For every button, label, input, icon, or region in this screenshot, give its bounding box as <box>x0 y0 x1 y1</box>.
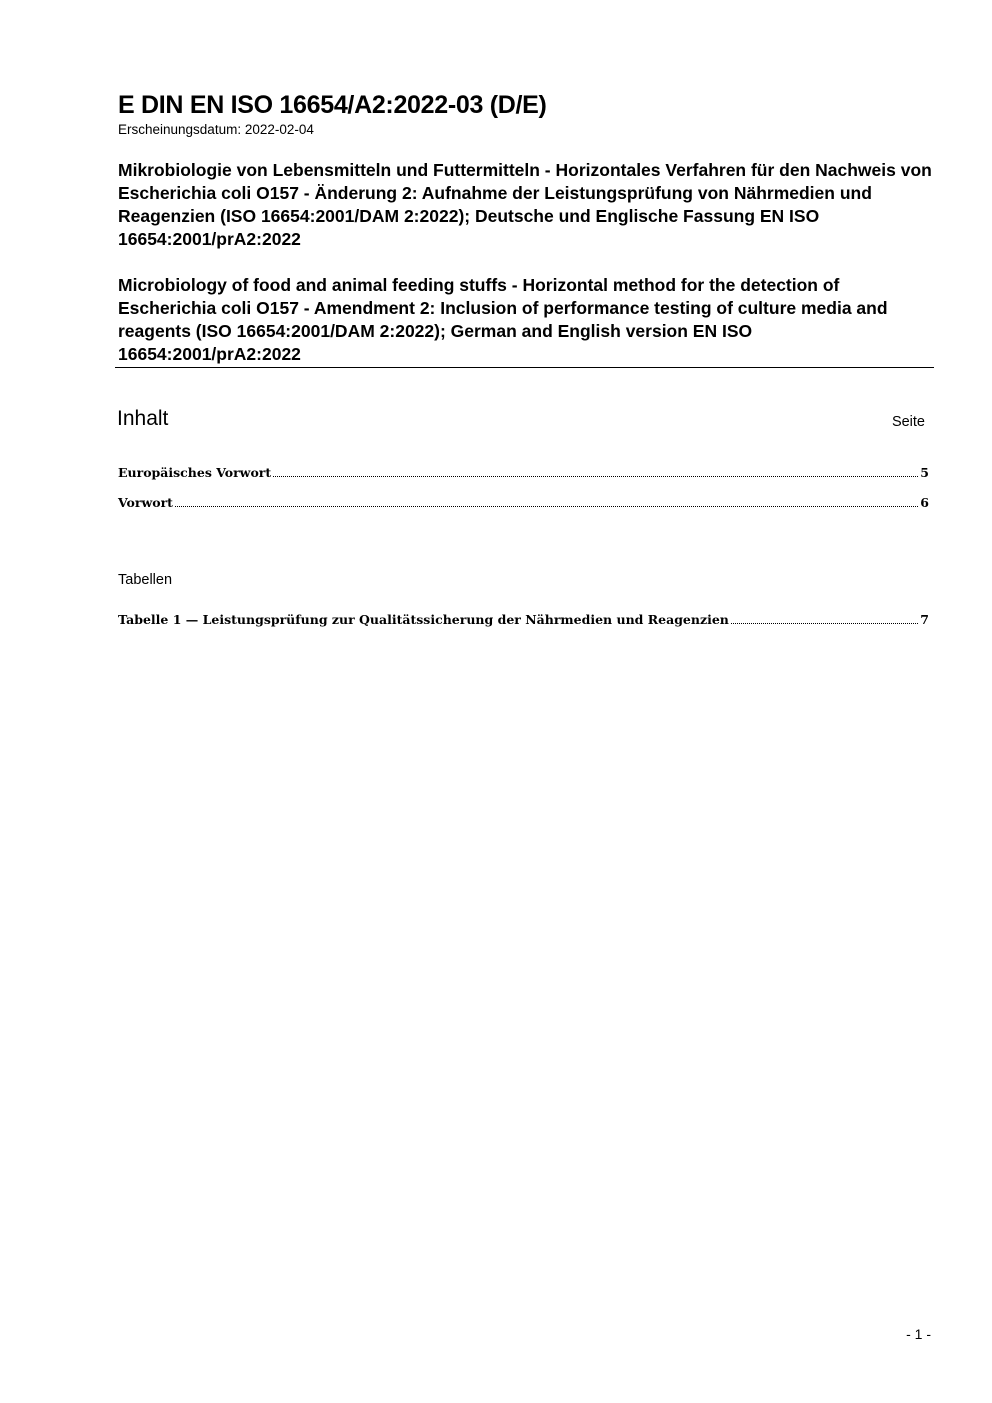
table-entry-page: 7 <box>920 612 929 627</box>
toc-entry[interactable] <box>118 464 929 482</box>
title-english: Microbiology of food and animal feeding stuffs - Horizontal method for the detection of Escherichia coli O157 - Amendment 2: Inclusion of performance testing of culture media and reagents (ISO 16654:2001/DAM 2:2022); German and English version EN ISO 16654:2001/prA2:2022 <box>118 275 888 364</box>
toc-leader-dots <box>175 506 918 507</box>
toc-entry-page: 6 <box>920 495 929 510</box>
page-number: - 1 - <box>906 1326 931 1342</box>
toc-entry-text: Vorwort <box>118 495 173 510</box>
publication-date: Erscheinungsdatum: 2022-02-04 <box>118 122 314 137</box>
document-designation: E DIN EN ISO 16654/A2:2022-03 (D/E) <box>118 91 547 119</box>
toc-page-column-label: Seite <box>891 414 925 430</box>
toc-entry-page: 5 <box>920 465 929 480</box>
header-divider <box>115 367 934 368</box>
tables-heading: Tabellen <box>118 572 173 588</box>
toc-entry-text: Europäisches Vorwort <box>118 465 272 480</box>
title-german: Mikrobiologie von Lebensmitteln und Futtermitteln - Horizontales Verfahren für den Nachweis von Escherichia coli O157 - Änderung 2: Aufnahme der Leistungsprüfung von Nährmedien und Reagenzien (ISO 16654:2001/DAM 2:2022); Deutsche und Englische Fassung EN ISO 16654:2001/prA2:2022 <box>118 160 932 249</box>
toc-leader-dots <box>273 476 918 477</box>
toc-leader-dots <box>731 623 918 624</box>
toc-heading: Inhalt <box>117 407 169 430</box>
table-list-entry[interactable] <box>118 611 929 629</box>
table-entry-text: Tabelle 1 — Leistungsprüfung zur Qualitätssicherung der Nährmedien und Reagenzien <box>118 612 729 627</box>
toc-entry[interactable] <box>118 494 929 512</box>
